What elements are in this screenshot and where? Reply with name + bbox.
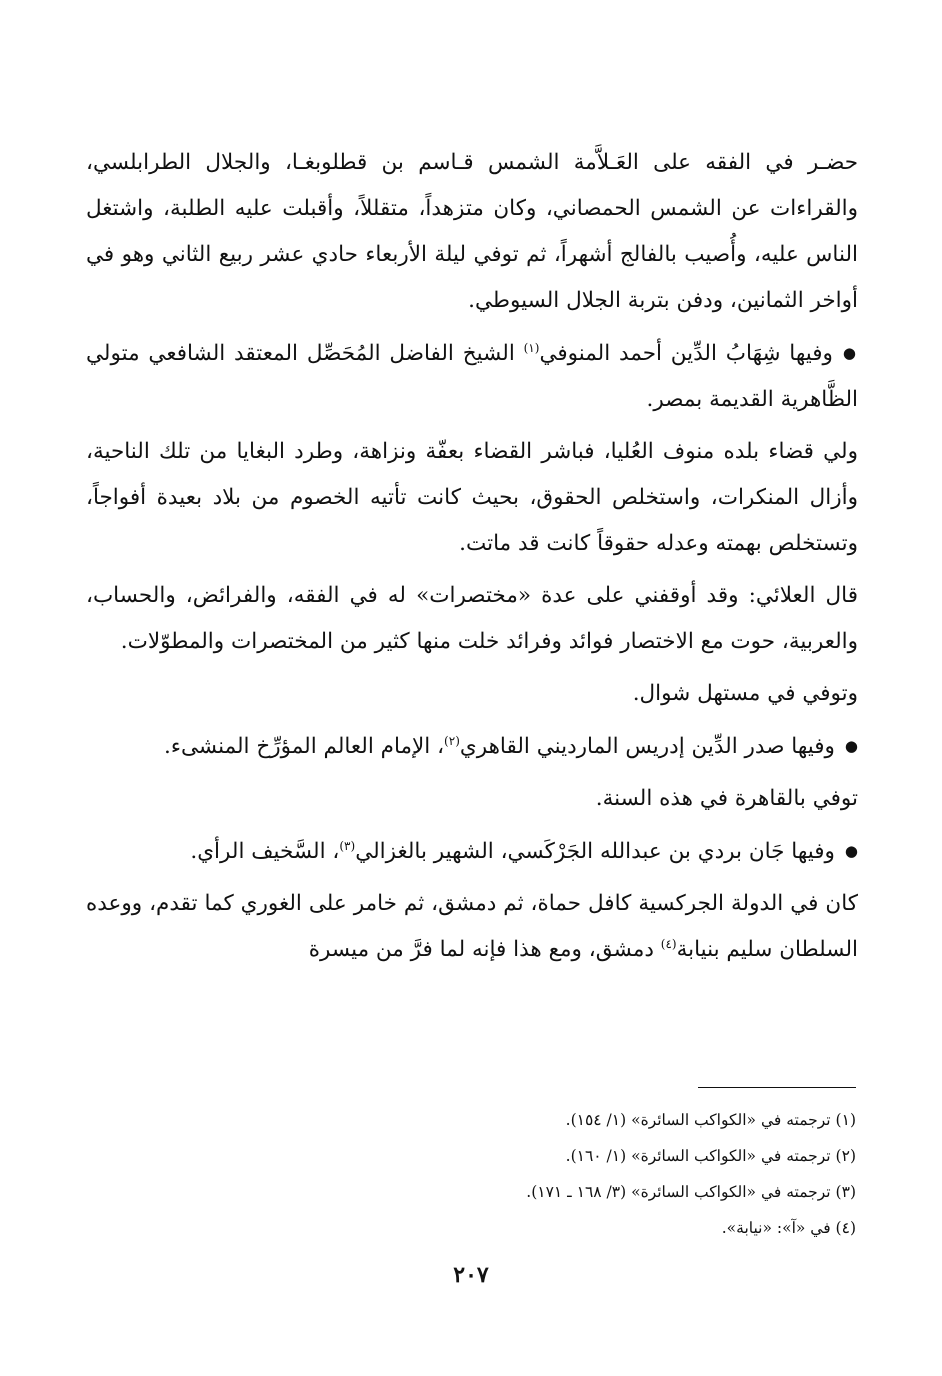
footnote-marker: (٢) bbox=[444, 734, 460, 748]
footnotes bbox=[156, 1102, 856, 1246]
footnote-marker: (١) bbox=[523, 341, 540, 355]
paragraph: كان في الدولة الجركسية كافل حماة، ثم دمشق، ثم خامر على الغوري كما تقدم، ووعده السلطان سليم بنيابة$^{(٤)}$ دمشق، ومع هذا فإنه لما فرَّ من ميسرة bbox=[86, 891, 858, 962]
biography-entry: ● وفيها شِهَابُ الدِّين أحمد المنوفي$^{(١)}$ الشيخ الفاضل المُحَصِّل المعتقد الشافعي متولي الظَّاهرية القديمة بمصر. bbox=[86, 330, 858, 423]
biography-entry: ● وفيها صدر الدِّين إدريس المارديني القاهري$^{(٢)}$، الإمام العالم المؤرِّخ المنشىء. bbox=[86, 723, 858, 770]
biography-entry: ● وفيها جَان بردي بن عبدالله الجَرْكَسي، الشهير بالغزالي$^{(٣)}$، السَّخيف الرأي. bbox=[86, 828, 858, 875]
footnote: (٣) ترجمته في «الكواكب السائرة» (٣/ ١٦٨ ـ ١٧١). bbox=[526, 1183, 856, 1201]
paragraph: توفي بالقاهرة في هذه السنة. bbox=[595, 786, 858, 811]
paragraph: حضـر في الفقه على العَـلاَّمة الشمس قـاسم بن قطلوبغـا، والجلال الطرابلسي، والقراءات عن الشمس الحمصاني، وكان متزهداً، متقللاً، وأقبلت عليه الطلبة، واشتغل الناس عليه، وأُصيب بالفالج أشهراً، ثم توفي ليلة الأربعاء حادي عشر ربيع الثاني وهو في أواخر الثمانين، ودفن بتربة الجلال السيوطي. bbox=[86, 150, 858, 313]
footnote: (٤) في «آ»: «نيابة». bbox=[721, 1219, 856, 1237]
paragraph: ولي قضاء بلده منوف العُليا، فباشر القضاء بعفّة ونزاهة، وطرد البغايا من تلك الناحية، وأزال المنكرات، واستخلص الحقوق، بحيث كانت تأتيه الخصوم من بلاد بعيدة أفواجاً، وتستخلص بهمته وعدله حقوقاً كانت قد ماتت. bbox=[86, 439, 858, 556]
footnote: (٢) ترجمته في «الكواكب السائرة» (١/ ١٦٠). bbox=[565, 1147, 856, 1165]
footnote-divider bbox=[698, 1087, 856, 1088]
main-text bbox=[86, 140, 858, 973]
page-number: ٢٠٧ bbox=[453, 1262, 489, 1288]
footnote-marker: (٤) bbox=[660, 937, 677, 951]
footnote-marker: (٣) bbox=[339, 839, 356, 853]
footnote: (١) ترجمته في «الكواكب السائرة» (١/ ١٥٤). bbox=[565, 1111, 856, 1129]
paragraph: وتوفي في مستهل شوال. bbox=[632, 681, 858, 706]
paragraph: قال العلائي: وقد أوقفني على عدة «مختصرات» له في الفقه، والفرائض، والحساب، والعربية، حوت مع الاختصار فوائد وفرائد خلت منها كثير من المختصرات والمطوّلات. bbox=[86, 583, 858, 654]
